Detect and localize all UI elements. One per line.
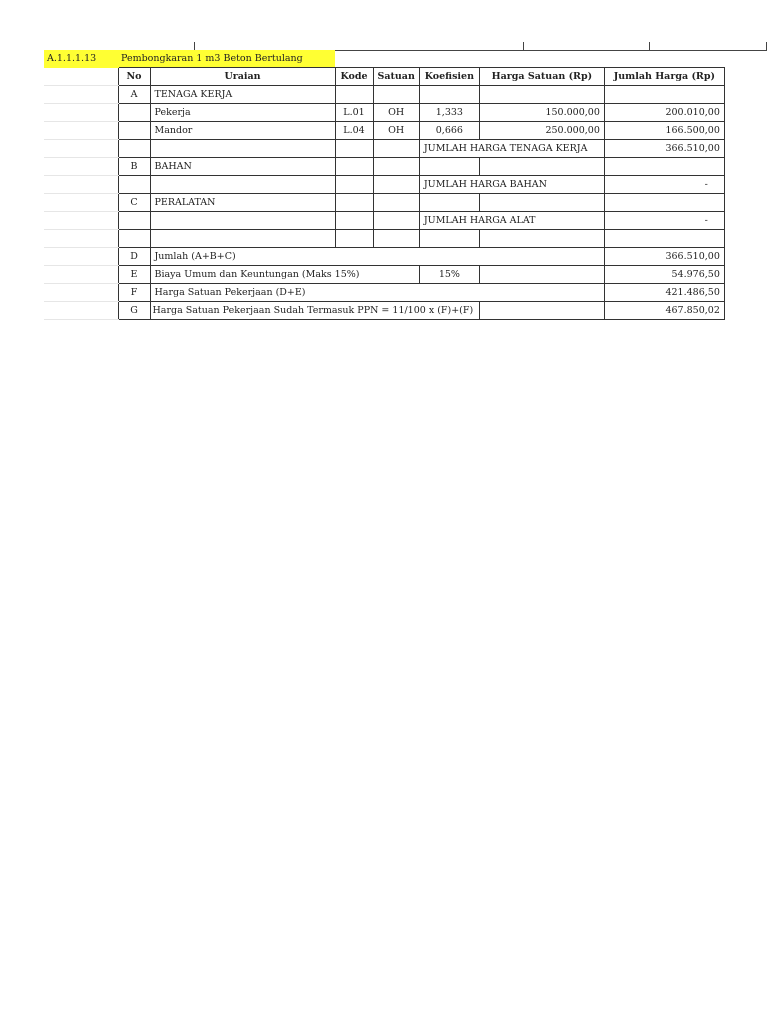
summary-f-label: Harga Satuan Pekerjaan (D+E) <box>150 284 604 302</box>
header-no: No <box>118 68 150 86</box>
spacer-row <box>44 230 724 248</box>
section-a-total-row <box>44 140 724 158</box>
row-kode: L.01 <box>335 104 373 122</box>
row-satuan: OH <box>373 122 419 140</box>
row-koefisien: 0,666 <box>419 122 479 140</box>
section-c-no: C <box>118 194 150 212</box>
section-c-total-value: - <box>604 212 724 230</box>
row-kode: L.04 <box>335 122 373 140</box>
header-harga-satuan: Harga Satuan (Rp) <box>479 68 604 86</box>
section-b-total-label: JUMLAH HARGA BAHAN <box>419 176 604 194</box>
section-b-row <box>44 158 724 176</box>
section-c-total-label: JUMLAH HARGA ALAT <box>419 212 604 230</box>
row-koefisien: 1,333 <box>419 104 479 122</box>
item-code: A.1.1.1.13 <box>44 50 118 68</box>
summary-f-value: 421.486,50 <box>604 284 724 302</box>
summary-d-row <box>44 248 724 266</box>
summary-d-value: 366.510,00 <box>604 248 724 266</box>
section-a-no: A <box>118 86 150 104</box>
section-b-total-row <box>44 176 724 194</box>
row-uraian: Mandor <box>150 122 335 140</box>
section-c-label: PERALATAN <box>150 194 335 212</box>
summary-d-no: D <box>118 248 150 266</box>
summary-e-label: Biaya Umum dan Keuntungan (Maks 15%) <box>150 266 419 284</box>
row-uraian: Pekerja <box>150 104 335 122</box>
item-title-row <box>44 50 724 68</box>
section-a-total-label: JUMLAH HARGA TENAGA KERJA <box>419 140 604 158</box>
section-c-total-row <box>44 212 724 230</box>
section-a-label: TENAGA KERJA <box>150 86 335 104</box>
summary-e-value: 54.976,50 <box>604 266 724 284</box>
row-satuan: OH <box>373 104 419 122</box>
section-a-total-value: 366.510,00 <box>604 140 724 158</box>
summary-e-no: E <box>118 266 150 284</box>
header-satuan: Satuan <box>373 68 419 86</box>
row-jumlah: 166.500,00 <box>604 122 724 140</box>
table-row <box>44 122 724 140</box>
summary-g-row <box>44 302 724 320</box>
table-header-row <box>44 68 724 86</box>
summary-e-pct: 15% <box>419 266 479 284</box>
summary-e-row <box>44 266 724 284</box>
analysis-table <box>44 50 725 320</box>
summary-g-no: G <box>118 302 150 320</box>
header-jumlah-harga: Jumlah Harga (Rp) <box>604 68 724 86</box>
section-b-total-value: - <box>604 176 724 194</box>
section-c-row <box>44 194 724 212</box>
summary-f-row <box>44 284 724 302</box>
row-jumlah: 200.010,00 <box>604 104 724 122</box>
section-b-no: B <box>118 158 150 176</box>
section-a-row <box>44 86 724 104</box>
summary-d-label: Jumlah (A+B+C) <box>150 248 604 266</box>
header-kode: Kode <box>335 68 373 86</box>
row-harga: 150.000,00 <box>479 104 604 122</box>
header-uraian: Uraian <box>150 68 335 86</box>
header-koefisien: Koefisien <box>419 68 479 86</box>
item-title: Pembongkaran 1 m3 Beton Bertulang <box>118 50 335 68</box>
section-b-label: BAHAN <box>150 158 335 176</box>
summary-f-no: F <box>118 284 150 302</box>
table-row <box>44 104 724 122</box>
summary-g-label: Harga Satuan Pekerjaan Sudah Termasuk PPN = 11/100 x (F)+(F) <box>150 302 479 320</box>
summary-g-value: 467.850,02 <box>604 302 724 320</box>
row-harga: 250.000,00 <box>479 122 604 140</box>
